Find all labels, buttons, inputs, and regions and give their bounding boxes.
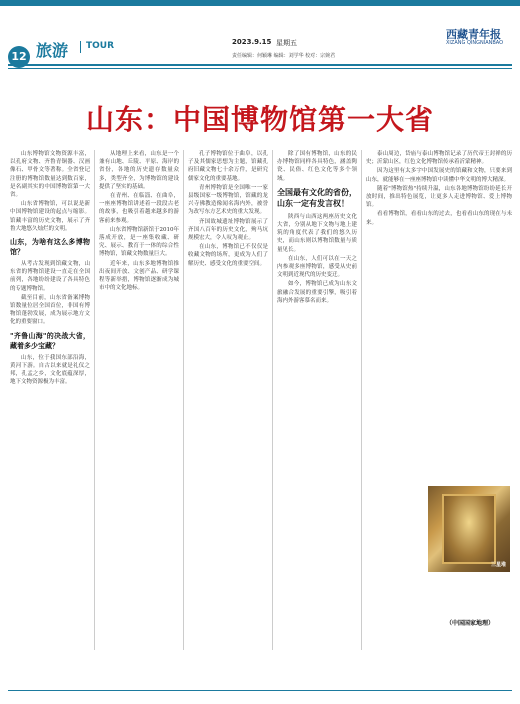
paragraph: 青州博物馆是全国唯一一家县级国家一级博物馆，馆藏的龙兴寺佛教造像闻名海内外，被誉为改写东方艺术史的重大发现。	[188, 184, 268, 216]
issue-weekday: 星期五	[276, 39, 297, 47]
newspaper-masthead-sub: XIZANG QINGNIANBAO	[446, 40, 504, 46]
subheading: 全国最有文化的省份，山东一定有发言权！	[277, 187, 357, 208]
paragraph: 看看博物馆，看看山东的过去，也看看山东的现在与未来。	[366, 211, 512, 226]
column-divider	[361, 150, 362, 650]
header-rule-thin	[8, 68, 512, 69]
page-number: 12	[8, 46, 30, 68]
paragraph: 随着"博物馆热"持续升温，山东各地博物馆纷纷延长开放时间，推出特色展览，让更多人走进博物馆、爱上博物馆。	[366, 185, 512, 209]
section-divider	[80, 41, 81, 53]
subheading: 山东，为啥有这么多博物馆？	[10, 238, 90, 257]
paragraph: 在山东，博物馆已不仅仅是收藏文物的场所，更成为人们了解历史、感受文化的重要空间。	[188, 244, 268, 267]
paragraph: 齐国故城遗址博物馆展示了齐国八百年的历史文化，殉马坑规模宏大，令人叹为观止。	[188, 218, 268, 242]
paragraph: 孔子博物馆位于曲阜，以孔子及其儒家思想为主题，馆藏孔府旧藏文物七十余万件，是研究儒家文化的重要基地。	[188, 151, 268, 182]
newspaper-masthead: 西藏青年报	[446, 28, 501, 41]
top-color-strip	[0, 0, 520, 6]
bronze-artifact-image	[442, 494, 496, 564]
column-divider	[183, 150, 184, 650]
issue-date: 2023.9.15	[232, 38, 272, 46]
paragraph: 从地理上来看，山东是一个兼有山地、丘陵、平原、海岸的省份，各地的历史遗存数量众多，类型齐全，为博物馆的建设提供了坚实的基础。	[99, 151, 179, 190]
paragraph: 近年来，山东多地博物馆推出夜间开放、文创产品、研学课程等新举措，博物馆逐渐成为城市中的文化地标。	[99, 260, 179, 292]
subheading: "齐鲁山海"的决战大省，藏着多少宝藏？	[10, 331, 90, 350]
paragraph: 如今，博物馆已成为山东文旅融合发展的重要引擎，吸引着海内外游客慕名而来。	[277, 281, 357, 304]
article-column-2	[99, 150, 179, 293]
article-source: （中国国家地理）	[446, 620, 495, 627]
article-headline: 山东：中国博物馆第一大省	[85, 103, 434, 136]
footer-rule	[8, 690, 512, 691]
header-rule	[8, 64, 512, 66]
article-column-1	[10, 150, 90, 387]
section-title-en: TOUR	[86, 41, 115, 51]
section-title: 旅游	[36, 41, 69, 60]
paragraph: 山东省博物馆，可以说是新中国博物馆建设的起点与缩影。馆藏丰富的历史文物，展示了齐鲁大地悠久灿烂的文明。	[10, 201, 90, 232]
column-divider	[272, 150, 273, 650]
paragraph: 泰山周边，岱庙与泰山博物馆记录了历代帝王封禅的历史；沂蒙山区，红色文化博物馆传承着沂蒙精神。	[366, 151, 512, 166]
column-divider	[94, 150, 95, 650]
paragraph: 在青州、在临淄、在曲阜，一座座博物馆讲述着一段段古老的故事，也吸引着越来越多的游客前来参观。	[99, 193, 179, 224]
paragraph: 山东博物馆文物资源丰富，以孔府文物、齐鲁青铜器、汉画像石、甲骨文等著称。全省登记注册的博物馆数量达到数百家，是名副其实的中国博物馆第一大省。	[10, 151, 90, 199]
paragraph: 陕西与山西这两座历史文化大省，分别从地下文物与地上建筑的角度代表了我们的悠久历史，而山东则以博物馆数量与质量见长。	[277, 213, 357, 253]
article-column-3	[188, 150, 268, 269]
paragraph: 除了国有博物馆，山东的民办博物馆同样各具特色，涵盖陶瓷、民俗、红色文化等多个领域。	[277, 151, 357, 182]
article-column-4	[277, 150, 357, 306]
photo-caption: 三星堆	[490, 562, 506, 568]
paragraph: 截至目前，山东省备案博物馆数量位居全国首位，非国有博物馆蓬勃发展，成为展示地方文化的重要窗口。	[10, 294, 90, 326]
paragraph: 山东省博物馆新馆于2010年落成开放，是一座集收藏、研究、展示、教育于一体的综合性博物馆，馆藏文物数量巨大。	[99, 226, 179, 258]
paragraph: 从考古发现到馆藏文物，山东省的博物馆建设一直走在全国前列，各地纷纷建设了各具特色的专题博物馆。	[10, 261, 90, 292]
paragraph: 山东，位于我国东部沿海，黄河下游。自古以来就是礼仪之邦，孔孟之乡，文化底蕴深厚，地下文物资源极为丰富。	[10, 354, 90, 386]
paragraph: 在山东，人们可以在一天之内参观多座博物馆，感受从史前文明到近现代的历史变迁。	[277, 255, 357, 279]
paragraph: 因为这里有太多宇中国发展史的馆藏和文物，只要来到山东，就能够在一座座博物馆中读懂中华文明的博大精深。	[366, 168, 512, 183]
article-column-5	[366, 150, 512, 228]
artifact-photo	[428, 486, 510, 572]
editor-credits: 责任编辑：何颖琳 编辑：刘学华 校对：宗婉君	[232, 53, 336, 59]
